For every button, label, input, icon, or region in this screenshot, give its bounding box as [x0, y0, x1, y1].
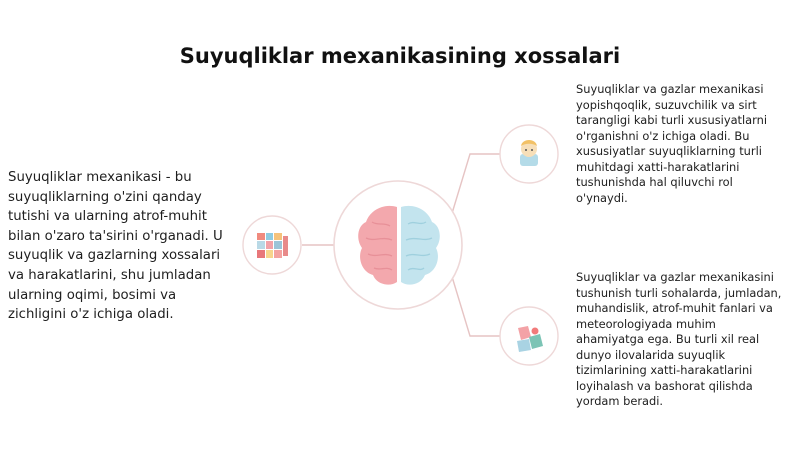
top-right-node	[500, 125, 558, 183]
applications-paragraph: Suyuqliklar va gazlar mexanikasini tushunish turli sohalarda, jumladan, muhandislik, atrof-muhit fanlari va meteorologiyada muhim ahamiyatga ega. Bu turli xil real dunyo ilovalarida suyuqlik tizimlarining xatti-harakatlarini loyihalash va bashorat qilishda yordam beradi.	[576, 270, 782, 408]
connector-top-right	[450, 154, 500, 220]
page-title: Suyuqliklar mexanikasining xossalari	[179, 44, 621, 68]
properties-paragraph: Suyuqliklar va gazlar mexanikasi yopishqoqlik, suzuvchilik va sirt tarangligi kabi turli xususiyatlarni o'rganishni o'z ichiga oladi. Bu xususiyatlar suyuqliklarning turli muhitdagi xatti-harakatlarini tushunishda hal qiluvchi rol o'ynaydi.	[576, 82, 768, 205]
person-icon	[520, 140, 538, 166]
center-node	[334, 181, 462, 309]
connector-bottom-right	[450, 270, 500, 336]
intro-paragraph: Suyuqliklar mexanikasi - bu suyuqliklarning o'zini qanday tutishi va ularning atrof-muhit bilan o'zaro ta'sirini o'rganadi. U suyuqlik va gazlarning xossalari va harakatlarini, shu jumladan ularning oqimi, bosimi va zichligini o'z ichiga oladi.	[8, 170, 223, 323]
blocks-icon	[257, 233, 288, 258]
left-node	[243, 216, 301, 274]
bottom-right-node	[500, 307, 558, 365]
